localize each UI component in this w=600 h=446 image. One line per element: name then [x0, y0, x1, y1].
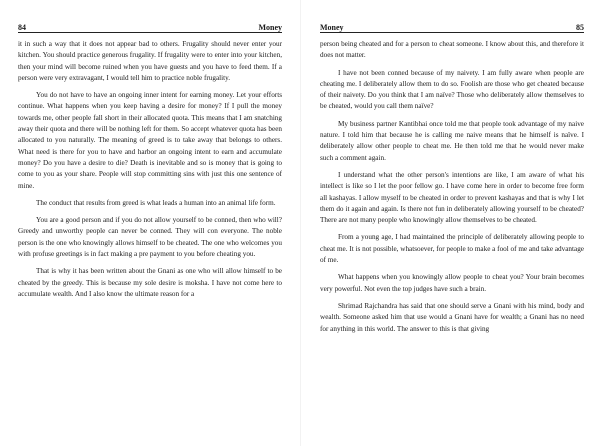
paragraph: That is why it has been written about the Gnani as one who will allow himself to be cheated by the greedy. This is because my sole desire is moksha. I have not come here to accumulate wealth. And I also know the ultimate reason for a — [18, 267, 282, 298]
right-page-number: 85 — [576, 23, 584, 32]
paragraph: The conduct that results from greed is what leads a human into an animal life form. — [36, 198, 276, 207]
left-page-header — [18, 0, 282, 33]
left-page — [18, 0, 282, 446]
paragraph: From a young age, I had maintained the principle of deliberately allowing people to cheat me. It is not possible, whatsoever, for people to make a fool of me and take advantage of me. — [320, 233, 584, 265]
left-page-number: 84 — [18, 23, 26, 32]
paragraph: You are a good person and if you do not allow yourself to be conned, then who will? Greedy and unworthy people can never be conned. They will con everyone. The noble person is the one who knowingly allows himself to be cheated. The one who welcomes you with profuse greetings is in fact making a pre payment to you before cheating you. — [18, 216, 282, 259]
paragraph: Shrimad Rajchandra has said that one should serve a Gnani with his mind, body and wealth. Someone asked him that use would a Gnani have for wealth; a Gnani has no need for anything in this world. The answer to this is that giving — [320, 301, 584, 333]
right-running-title: Money — [320, 23, 344, 32]
paragraph: You do not have to have an ongoing inner intent for earning money. Let your efforts continue. What happens when you keep having a desire for money? If I pull the money towards me, other people fall short in their allocated quota. This means that I am snatching away their quota and there will be nothing left for them. So accept whatever quota has been allocated to you naturally. The meaning of greed is to take away that belongs to others. What need is there for you to have and harbor an ongoing intent to earn and accumulate money? Do you have a desire to die? Death is inevitable and so is money that is going to come to you as your share. People will stop committing sins with just this one sentence of mine. — [18, 91, 282, 190]
right-page-body — [320, 39, 584, 335]
left-running-title: Money — [258, 23, 282, 32]
left-page-body — [18, 39, 282, 300]
gutter-shadow — [300, 0, 301, 446]
paragraph: it in such a way that it does not appear bad to others. Frugality should never enter your kitchen. You should practice generous frugality. If frugality were to enter into your kitchen, then your mind will become ruined when you have guests and you have to feed them. If a person were very extravagant, I would tell him to practice noble frugality. — [18, 40, 282, 82]
paragraph: What happens when you knowingly allow people to cheat you? Your brain becomes very powerful. Not even the top judges have such a brain. — [320, 273, 584, 293]
right-page — [320, 0, 584, 446]
paragraph: person being cheated and for a person to cheat someone. I know about this, and therefore it does not matter. — [320, 40, 584, 60]
paragraph: I understand what the other person's intentions are like, I am aware of what his intellect is like so I let the poor fellow go. I have come here in order to become free form all kashayas. I allow myself to be cheated in order to prevent kashayas and that is why I let them do it again and again. Is there not fun in deliberately allowing yourself to be cheated? There are not many people who knowingly allow themselves to be cheated. — [320, 170, 584, 225]
paragraph: I have not been conned because of my naivety. I am fully aware when people are cheating me. I deliberately allow them to do so. Foolish are those who get cheated because of their naivety. Do you think that I am naïve? Those who deliberately allow themselves to be cheated, would you call them naïve? — [320, 68, 584, 111]
right-page-header — [320, 0, 584, 33]
paragraph: My business partner Kantibhai once told me that people took advantage of my naive nature. I told him that because he is calling me naive means that he himself is naïve. I deliberately allow other people to cheat me. He then told me that he would never make such a comment again. — [320, 119, 584, 162]
